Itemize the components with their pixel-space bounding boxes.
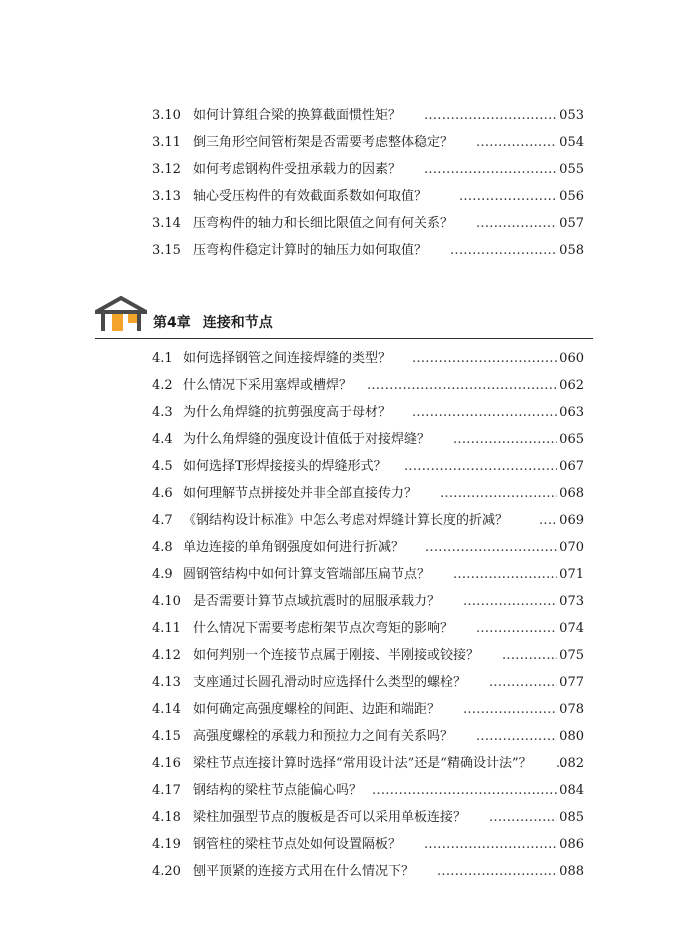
section-title: 圆钢管结构中如何计算支管端部压扁节点？ (183, 567, 431, 582)
leader-dots (412, 347, 557, 371)
page-number: 073 (559, 594, 584, 609)
page-number: 086 (559, 837, 584, 852)
section-number: 3.14 (152, 216, 181, 231)
section-title: 如何确定高强度螺栓的间距、边距和端距？ (193, 702, 441, 717)
section-number: 3.10 (152, 108, 181, 123)
leader-dots (476, 212, 557, 236)
section-number: 4.12 (152, 648, 181, 663)
leader-dots (476, 617, 557, 641)
section-number: 3.13 (152, 189, 181, 204)
section-number: 4.1 (152, 351, 173, 366)
section-title: 如何选择T形焊接接头的焊缝形式？ (183, 459, 387, 474)
leader-dots (476, 131, 557, 155)
toc-entry[interactable] (0, 212, 673, 236)
toc-entry[interactable] (0, 131, 673, 155)
section-title: 轴心受压构件的有效截面系数如何取值？ (193, 189, 428, 204)
page-number: 074 (559, 621, 584, 636)
page-number: 068 (559, 486, 584, 501)
leader-dots (459, 185, 557, 209)
leader-dots (424, 833, 557, 857)
section-title: 如何选择钢管之间连接焊缝的类型？ (183, 351, 392, 366)
section-number: 4.20 (152, 864, 181, 879)
toc-entry[interactable] (0, 239, 673, 263)
leader-dots (463, 590, 557, 614)
leader-dots (404, 455, 557, 479)
leader-dots (502, 644, 557, 668)
page-number: 054 (559, 135, 584, 150)
section-number: 4.4 (152, 432, 173, 447)
section-title: 如何考虑钢构件受扭承载力的因素？ (193, 162, 402, 177)
section-title: 是否需要计算节点域抗震时的屈服承载力？ (193, 594, 441, 609)
leader-dots (372, 779, 557, 803)
page-number: 085 (559, 810, 584, 825)
page-number: 067 (559, 459, 584, 474)
toc-entry[interactable] (0, 401, 673, 425)
chapter-divider (95, 338, 593, 339)
toc-entry[interactable] (0, 428, 673, 452)
section-title: 梁柱节点连接计算时选择“常用设计法”还是“精确设计法”？ (193, 756, 532, 771)
house-wall-left (101, 312, 105, 331)
section-number: 4.17 (152, 783, 181, 798)
leader-dots (425, 536, 557, 560)
section-title: 钢管柱的梁柱节点处如何设置隔板？ (193, 837, 402, 852)
page-number: 053 (559, 108, 584, 123)
leader-dots (453, 428, 557, 452)
page-number: 082 (559, 756, 584, 771)
section-number: 4.19 (152, 837, 181, 852)
page-number: 071 (559, 567, 584, 582)
section-title: 钢结构的梁柱节点能偏心吗？ (193, 783, 363, 798)
section-number: 4.11 (152, 621, 181, 636)
section-number: 4.7 (152, 513, 173, 528)
toc-entry[interactable] (0, 482, 673, 506)
page-number: 063 (559, 405, 584, 420)
toc-entry[interactable] (0, 806, 673, 830)
toc-entry[interactable] (0, 563, 673, 587)
toc-entry[interactable] (0, 509, 673, 533)
section-title: 单边连接的单角钢强度如何进行折减？ (183, 540, 405, 555)
page-number: 075 (559, 648, 584, 663)
page-number: 070 (559, 540, 584, 555)
leader-dots (367, 374, 557, 398)
section-title: 压弯构件的轴力和长细比限值之间有何关系？ (193, 216, 454, 231)
section-number: 4.14 (152, 702, 181, 717)
toc-entry[interactable] (0, 752, 673, 776)
page-number: 062 (559, 378, 584, 393)
leader-dots (424, 158, 557, 182)
leader-dots (450, 239, 557, 263)
leader-dots (539, 509, 557, 533)
page-number: 060 (559, 351, 584, 366)
section-title: 什么情况下需要考虑桁架节点次弯矩的影响？ (193, 621, 454, 636)
toc-entry[interactable] (0, 374, 673, 398)
section-number: 4.13 (152, 675, 181, 690)
section-number: 4.2 (152, 378, 173, 393)
toc-entry[interactable] (0, 860, 673, 884)
toc-entry[interactable] (0, 671, 673, 695)
section-title: 什么情况下采用塞焊或槽焊？ (183, 378, 353, 393)
section-title: 高强度螺栓的承载力和预拉力之间有关系吗？ (193, 729, 454, 744)
section-number: 4.18 (152, 810, 181, 825)
toc-entry[interactable] (0, 833, 673, 857)
section-number: 4.9 (152, 567, 173, 582)
leader-dots (463, 698, 557, 722)
toc-entry[interactable] (0, 104, 673, 128)
toc-entry[interactable] (0, 644, 673, 668)
section-number: 3.15 (152, 243, 181, 258)
page-number: 084 (559, 783, 584, 798)
toc-entry[interactable] (0, 725, 673, 749)
leader-dots (424, 104, 557, 128)
section-title: 梁柱加强型节点的腹板是否可以采用单板连接？ (193, 810, 467, 825)
section-number: 3.12 (152, 162, 181, 177)
toc-entry[interactable] (0, 698, 673, 722)
section-number: 4.3 (152, 405, 173, 420)
section-title: 《钢结构设计标准》中怎么考虑对焊缝计算长度的折减？ (183, 513, 509, 528)
page-number: 056 (559, 189, 584, 204)
section-number: 4.15 (152, 729, 181, 744)
leader-dots (440, 482, 557, 506)
section-title: 支座通过长圆孔滑动时应选择什么类型的螺栓？ (193, 675, 467, 690)
chapter-name: 连接和节点 (202, 315, 273, 331)
page-number: 088 (559, 864, 584, 879)
house-icon (95, 296, 147, 332)
section-title: 刨平顶紧的连接方式用在什么情况下？ (193, 864, 415, 879)
toc-entry[interactable] (0, 158, 673, 182)
section-number: 4.10 (152, 594, 181, 609)
section-title: 如何计算组合梁的换算截面惯性矩？ (193, 108, 402, 123)
toc-entry[interactable] (0, 185, 673, 209)
section-number: 3.11 (152, 135, 181, 150)
page-number: 080 (559, 729, 584, 744)
chapter-number: 第4章 (153, 315, 191, 331)
page-number: 069 (559, 513, 584, 528)
section-number: 4.8 (152, 540, 173, 555)
section-title: 为什么角焊缝的抗剪强度高于母材？ (183, 405, 392, 420)
leader-dots (476, 725, 557, 749)
leader-dots (489, 806, 557, 830)
leader-dots (412, 401, 557, 425)
section-title: 如何判别一个连接节点属于刚接、半刚接或铰接？ (193, 648, 480, 663)
section-title: 压弯构件稳定计算时的轴压力如何取值？ (193, 243, 428, 258)
section-number: 4.16 (152, 756, 181, 771)
house-roof (96, 298, 146, 312)
page-number: 065 (559, 432, 584, 447)
section-number: 4.5 (152, 459, 173, 474)
section-title: 如何理解节点拼接处并非全部直接传力？ (183, 486, 418, 501)
section-number: 4.6 (152, 486, 173, 501)
page-number: 057 (559, 216, 584, 231)
toc-entry[interactable] (0, 347, 673, 371)
page-number: 058 (559, 243, 584, 258)
chapter-title (153, 312, 273, 332)
house-door (112, 314, 123, 331)
toc-entry[interactable] (0, 590, 673, 614)
section-title: 为什么角焊缝的强度设计值低于对接焊缝？ (183, 432, 431, 447)
toc-entry[interactable] (0, 536, 673, 560)
leader-dots (489, 671, 557, 695)
toc-entry[interactable] (0, 455, 673, 479)
page-number: 077 (559, 675, 584, 690)
page-number: 055 (559, 162, 584, 177)
section-title: 倒三角形空间管桁架是否需要考虑整体稳定？ (193, 135, 454, 150)
toc-entry[interactable] (0, 617, 673, 641)
toc-entry[interactable] (0, 779, 673, 803)
leader-dots (437, 860, 557, 884)
page-number: 078 (559, 702, 584, 717)
leader-dots (453, 563, 557, 587)
house-wall-right (137, 312, 141, 331)
chapter-header (95, 294, 593, 340)
